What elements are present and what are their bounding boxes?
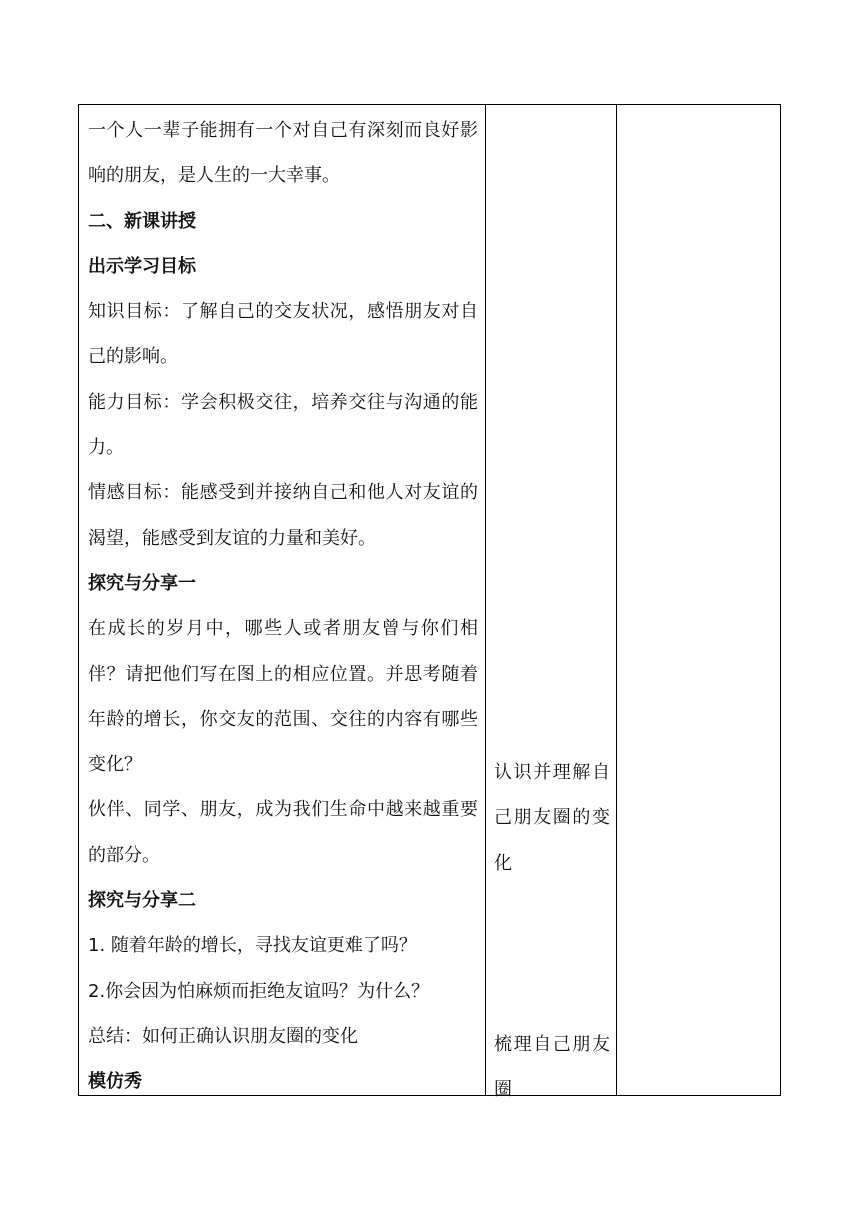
lesson-plan-table bbox=[78, 104, 781, 1101]
paragraph-question-1: 1. 随着年龄的增长，寻找友谊更难了吗？ bbox=[88, 935, 417, 957]
heading-explore-share-1: 探究与分享一 bbox=[88, 572, 196, 594]
design-intent-column bbox=[486, 105, 617, 1101]
heading-learning-goals: 出示学习目标 bbox=[88, 255, 196, 277]
paragraph-emotion-goal: 情感目标：能感受到并接纳自己和他人对友谊的渴望，能感受到友谊的力量和美好。 bbox=[88, 482, 478, 549]
paragraph-explore-1-summary: 伙伴、同学、朋友，成为我们生命中越来越重要的部分。 bbox=[88, 799, 478, 866]
paragraph-question-2: 2.你会因为怕麻烦而拒绝友谊吗？为什么？ bbox=[88, 980, 430, 1002]
design-intent-1: 认识并理解自己朋友圈的变化 bbox=[494, 762, 610, 874]
heading-new-lesson: 二、新课讲授 bbox=[88, 210, 196, 232]
design-intent-2: 梳理自己朋友圈 bbox=[494, 1034, 610, 1101]
notes-column bbox=[617, 105, 780, 1095]
teaching-process-column bbox=[79, 105, 486, 1095]
teaching-process-text bbox=[88, 108, 478, 1105]
paragraph-ability-goal: 能力目标：学会积极交往，培养交往与沟通的能力。 bbox=[88, 391, 478, 459]
paragraph-explore-1-question: 在成长的岁月中，哪些人或者朋友曾与你们相伴？请把他们写在图上的相应位置。并思考随着年龄的增长，你交友的范围、交往的内容有哪些变化？ bbox=[88, 618, 478, 776]
paragraph-knowledge-goal: 知识目标：了解自己的交友状况，感悟朋友对自己的影响。 bbox=[88, 301, 478, 368]
paragraph-intro: 一个人一辈子能拥有一个对自己有深刻而良好影响的朋友，是人生的一大幸事。 bbox=[88, 120, 478, 187]
heading-imitation-show: 模仿秀 bbox=[88, 1071, 142, 1093]
heading-explore-share-2: 探究与分享二 bbox=[88, 890, 196, 912]
paragraph-conclusion: 总结：如何正确认识朋友圈的变化 bbox=[88, 1025, 358, 1047]
